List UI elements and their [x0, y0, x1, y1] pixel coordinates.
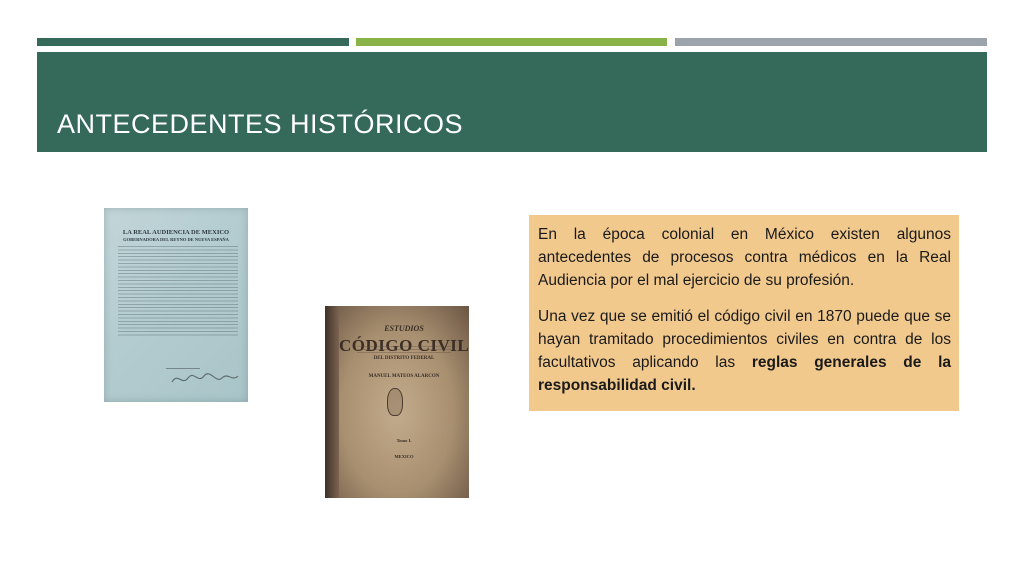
accent-bar-green: [356, 38, 667, 46]
text-panel: [529, 215, 959, 411]
panel-paragraph-2: [538, 305, 951, 397]
book-place: MEXICO: [394, 454, 414, 459]
book-small-text: [357, 346, 451, 354]
panel-paragraph-1: En la época colonial en México existen algunos antecedentes de procesos contra médicos en la Real Audiencia por el mal ejercicio de su profesión.: [538, 226, 951, 289]
accent-bar-gray: [675, 38, 987, 46]
book-volume: Tomo I.: [396, 438, 412, 443]
panel-paragraph-2-emphasis: reglas generales de la responsabilidad civil.: [538, 354, 951, 394]
title-band: [37, 52, 987, 152]
book-subtitle: DEL DISTRITO FEDERAL: [373, 356, 435, 361]
colonial-edict-image: [104, 208, 248, 402]
panel-paragraph-2-text: Una vez que se emitió el código civil en 1870 puede que se hayan tramitado procedimientos civiles en contra de los facultativos aplicando las: [538, 308, 951, 371]
codigo-civil-book-image: [325, 306, 469, 498]
edict-heading: LA REAL AUDIENCIA DE MEXICO: [122, 229, 230, 236]
accent-bar-dark: [37, 38, 349, 46]
edict-signature-line: [166, 358, 200, 369]
edict-text-lines: [118, 246, 238, 338]
book-author: MANUEL MATEOS ALARCON: [368, 374, 440, 379]
book-prefix: ESTUDIOS: [384, 324, 424, 333]
book-emblem-icon: [387, 388, 403, 416]
book-spine-shadow: [325, 306, 339, 498]
handwritten-signature: [170, 370, 240, 388]
book-title: CÓDIGO CIVIL: [339, 336, 469, 355]
edict-subheading: GOBERNADORA DEL REYNO DE NUEVA ESPAÑA: [123, 237, 229, 242]
slide-title: ANTECEDENTES HISTÓRICOS: [57, 109, 464, 139]
